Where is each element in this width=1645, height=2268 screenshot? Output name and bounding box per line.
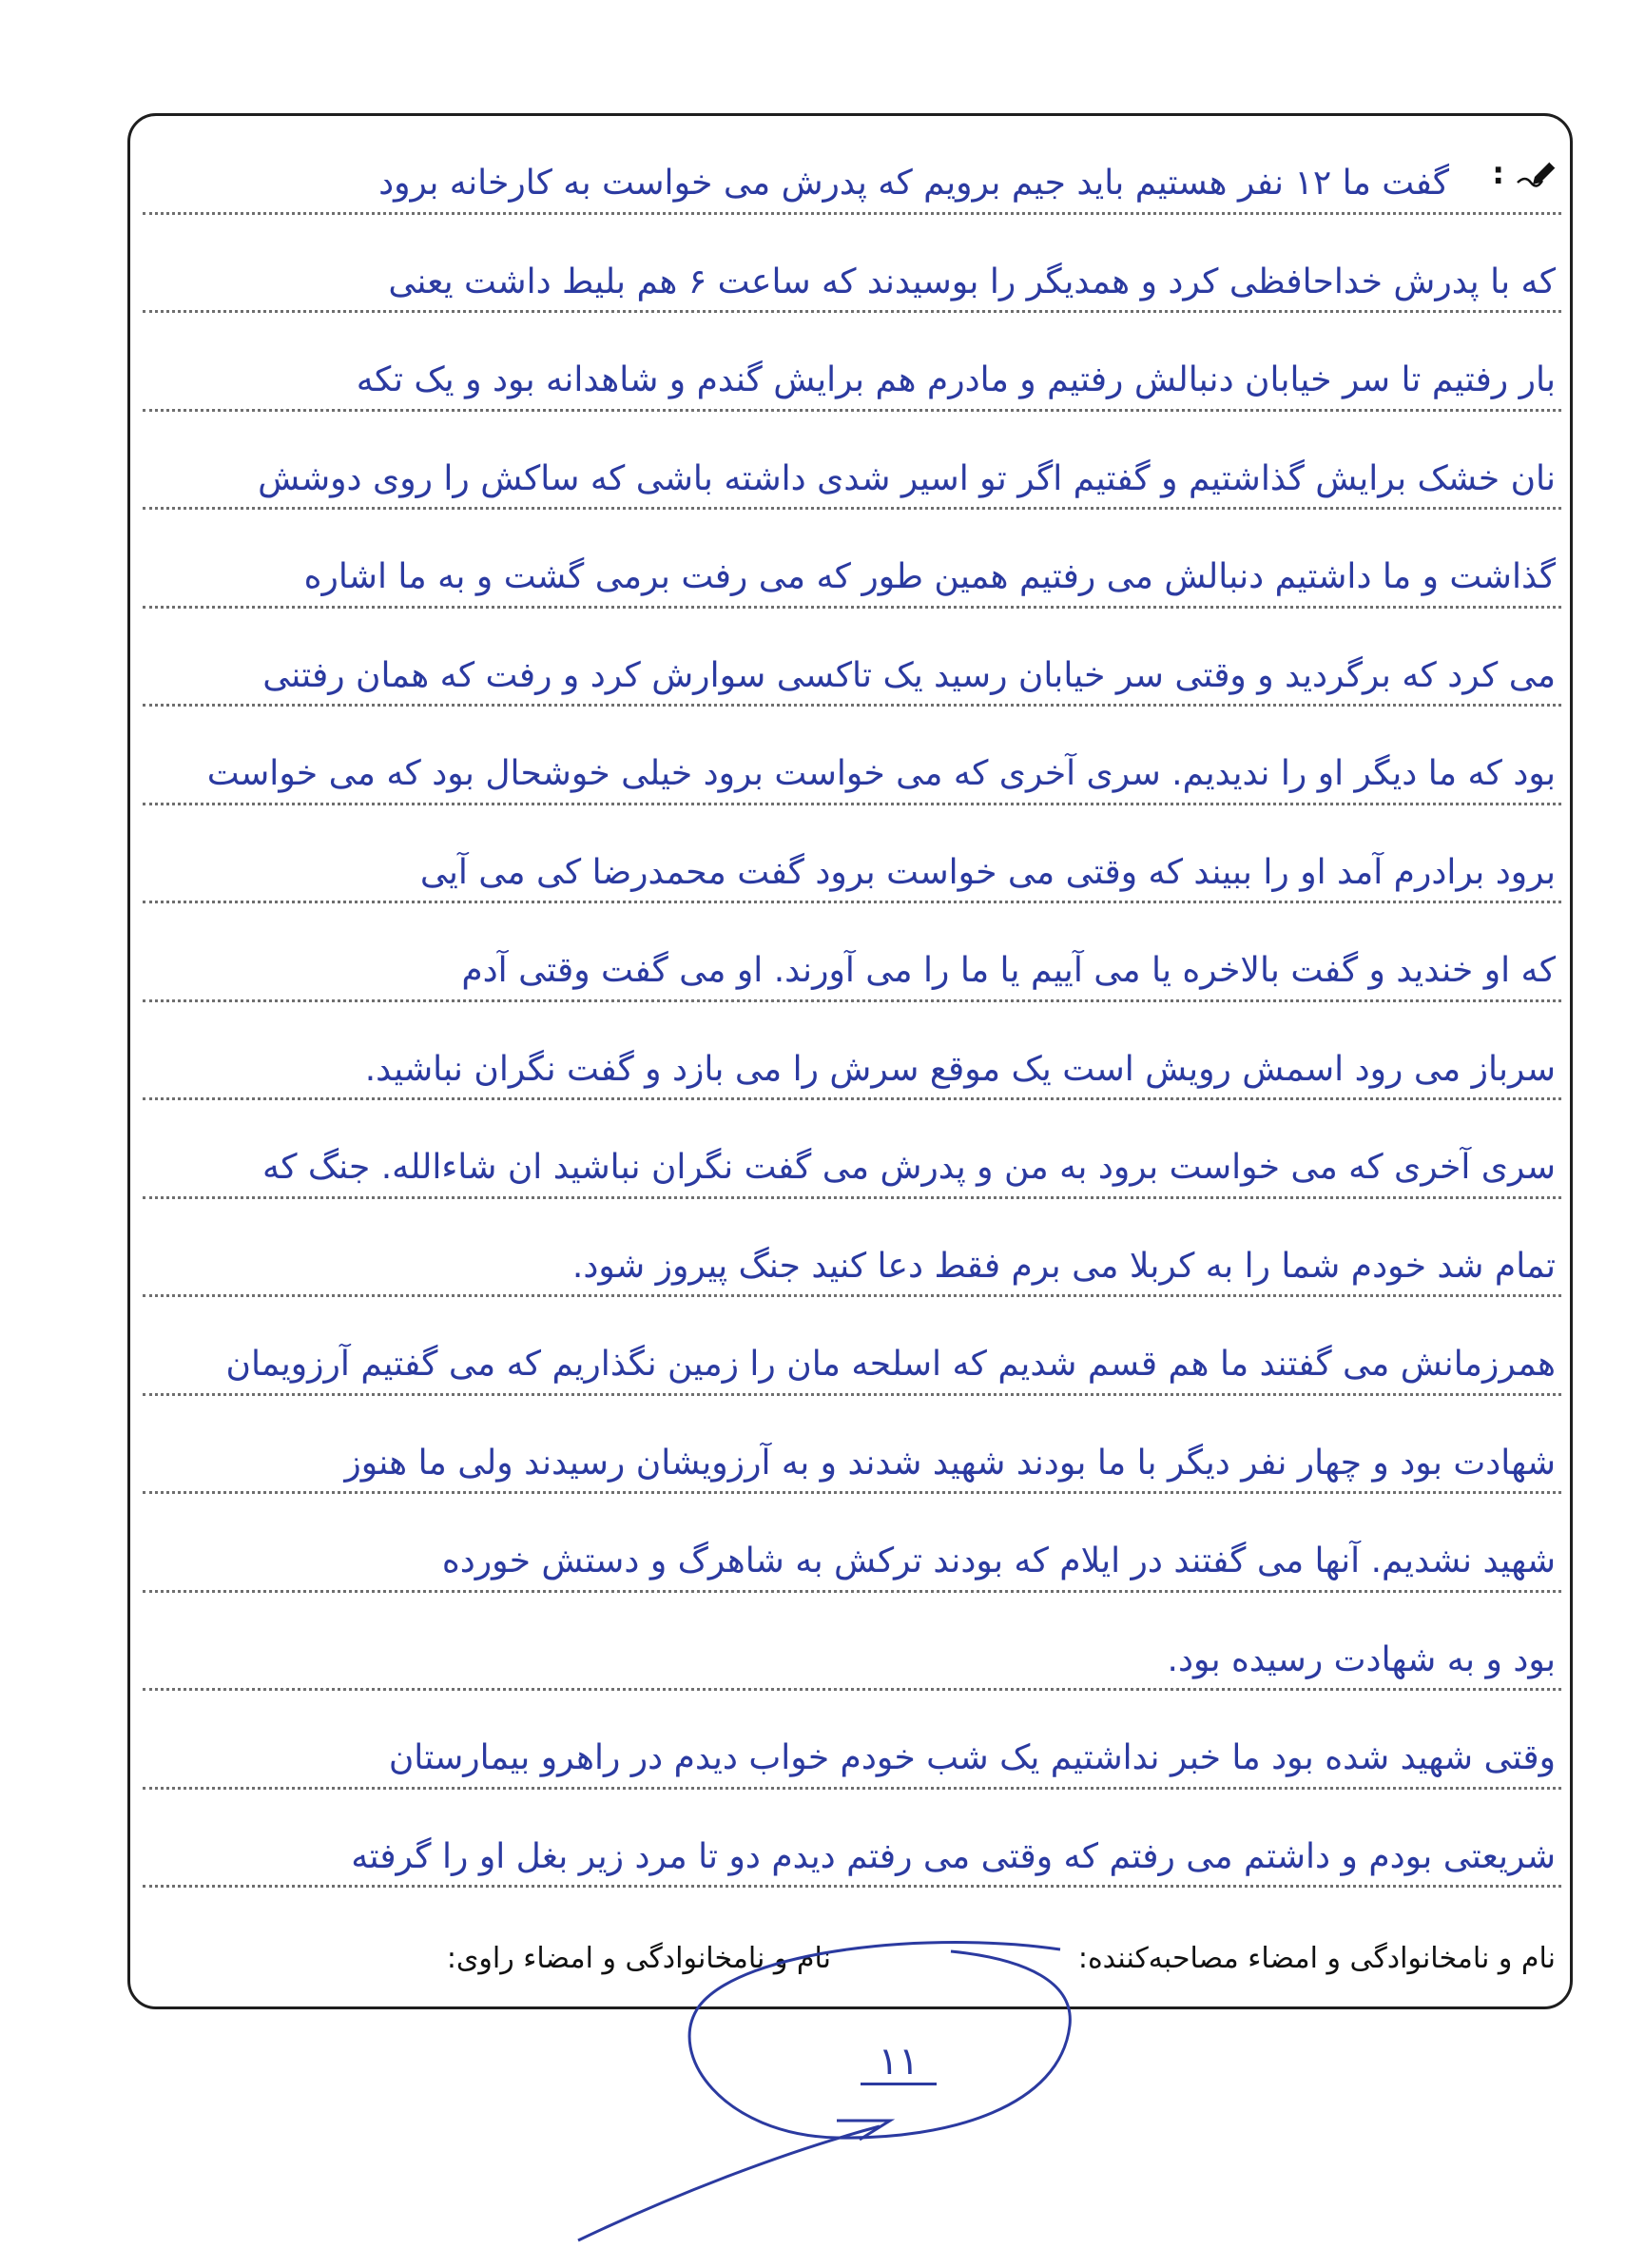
line-text: برود برادرم آمد او را ببیند که وقتی می خواست برود گفت محمدرضا کی می آیی <box>419 852 1556 892</box>
text-line <box>143 412 1561 511</box>
text-line <box>143 609 1561 708</box>
lead-marker <box>1492 155 1558 191</box>
line-text: می کرد که برگردید و وقتی سر خیابان رسید یک تاکسی سوارش کرد و رفت که همان رفتنی <box>262 655 1556 695</box>
line-text: شهادت بود و چهار نفر دیگر با ما بودند شهید شدند و به آرزویشان رسیدند ولی ما هنوز <box>344 1443 1556 1483</box>
text-line <box>143 1002 1561 1101</box>
line-text: که با پدرش خداحافظی کرد و همدیگر را بوسیدند که ساعت ۶ هم بلیط داشت یعنی <box>388 262 1556 301</box>
line-text: گذاشت و ما داشتیم دنبالش می رفتیم همین طور که می رفت برمی گشت و به ما اشاره <box>303 557 1556 597</box>
line-text: بار رفتیم تا سر خیابان دنبالش رفتیم و مادرم هم برایش گندم و شاهدانه بود و یک تکه <box>356 360 1556 400</box>
text-line <box>143 215 1561 314</box>
line-text: نان خشک برایش گذاشتیم و گفتیم اگر تو اسیر شدی داشته باشی که ساکش را روی دوشش <box>258 458 1556 498</box>
line-text: گفت ما ۱۲ نفر هستیم باید جیم برویم که پدرش می خواست به کارخانه برود <box>378 164 1449 204</box>
line-text: سری آخری که می خواست برود به من و پدرش می گفت نگران نباشید ان شاءالله. جنگ که <box>262 1148 1556 1188</box>
lead-colon: : <box>1492 154 1504 191</box>
text-line <box>143 116 1561 215</box>
text-line <box>143 1593 1561 1692</box>
text-line <box>143 1494 1561 1593</box>
line-text: بود و به شهادت رسیده بود. <box>1167 1639 1556 1679</box>
line-text: که او خندید و گفت بالاخره یا می آییم یا ما را می آورند. او می گفت وقتی آدم <box>461 951 1556 991</box>
line-text: وقتی شهید شده بود ما خبر نداشتیم یک شب خودم خواب دیدم در راهرو بیمارستان <box>388 1738 1556 1778</box>
text-line <box>143 1396 1561 1495</box>
pen-icon <box>1514 158 1558 188</box>
line-text: بود که ما دیگر او را ندیدیم. سری آخری که می خواست برود خیلی خوشحال بود که می خواست <box>206 754 1556 794</box>
text-line <box>143 1790 1561 1889</box>
line-text: سرباز می رود اسمش رویش است یک موقع سرش را می بازد و گفت نگران نباشید. <box>364 1049 1556 1089</box>
text-line <box>143 903 1561 1002</box>
text-line <box>143 707 1561 805</box>
text-line <box>143 1100 1561 1199</box>
text-line <box>143 1691 1561 1790</box>
line-text: شریعتی بودم و داشتم می رفتم که وقتی می رفتم دیدم دو تا مرد زیر بغل او را گرفته <box>351 1836 1556 1876</box>
line-text: همرزمانش می گفتند ما هم قسم شدیم که اسلحه مان را زمین نگذاریم که می گفتیم آرزویمان <box>225 1345 1556 1385</box>
text-line <box>143 1199 1561 1298</box>
text-line <box>143 1297 1561 1396</box>
text-line <box>143 510 1561 609</box>
handwritten-text-block <box>143 116 1561 1888</box>
narrator-signature-label: نام و نامخانوادگی و امضاء راوی: <box>446 1942 831 1975</box>
page-number: ۱۱ <box>861 2041 937 2085</box>
line-text: شهید نشدیم. آنها می گفتند در ایلام که بودند ترکش به شاهرگ و دستش خورده <box>441 1541 1556 1581</box>
line-text: تمام شد خودم شما را به کربلا می برم فقط دعا کنید جنگ پیروز شود. <box>571 1246 1556 1286</box>
text-line <box>143 313 1561 412</box>
interviewer-signature-label: نام و نامخانوادگی و امضاء مصاحبه‌کننده: <box>1077 1942 1556 1975</box>
text-line <box>143 805 1561 904</box>
